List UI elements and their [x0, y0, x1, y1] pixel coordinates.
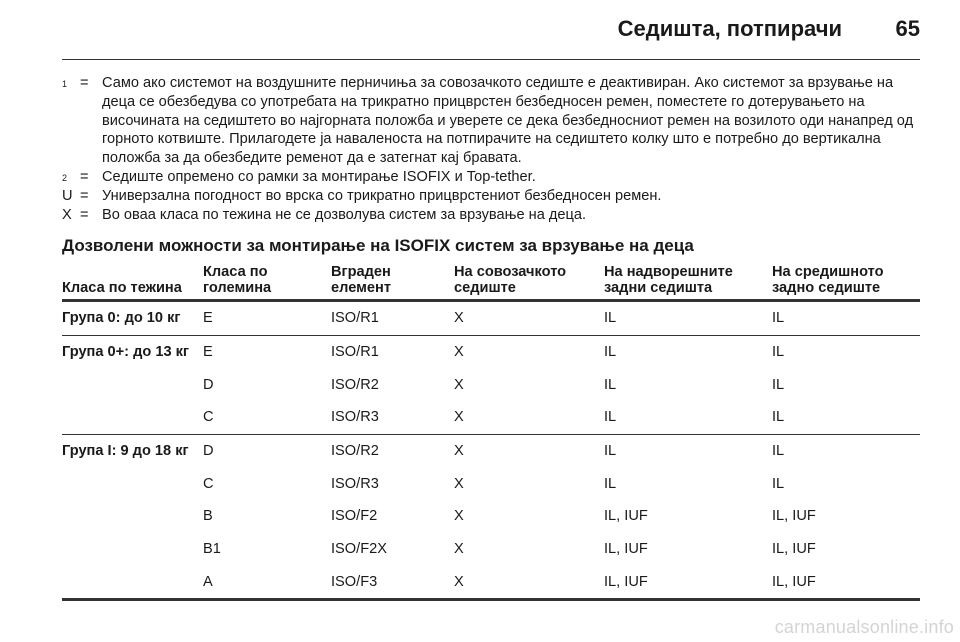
cell-front-passenger: X — [454, 475, 464, 492]
cell-fixture: ISO/F3 — [331, 566, 454, 600]
note-key: U — [62, 187, 73, 204]
cell-mass-group — [62, 566, 203, 600]
cell-fixture: ISO/R3 — [331, 475, 379, 492]
cell-size-class: D — [203, 376, 214, 393]
cell-fixture: ISO/R2 — [331, 376, 379, 393]
cell-mass-group — [62, 500, 203, 533]
cell-mass-group: Група 0+: до 13 кг — [62, 335, 203, 368]
cell-outer-rear: IL — [604, 376, 617, 393]
note-x — [62, 206, 920, 225]
table-row — [62, 467, 920, 500]
header-mass-group: Класа по тежина — [62, 264, 203, 301]
table-row — [62, 434, 920, 467]
note-text: Само ако системот на воздушните перничиња за совозачкото седиште е деактивиран. Ако системот за врзување на деца се обезбедува со употребата на трикратно прицврстен безбедносен ремен, поместете го дотерувањето на височината на седиштето во најгорната положба и уверете се дека безбедносниот ремен на возилото оди нанапред од горното котвиште. Прилагодете ја наваленоста на потпирачите на седиштето колку што е потребно до вертикална положба за да обезбедите ременот да е затегнат кај бравата. — [102, 75, 914, 167]
header-fixture: Вграден елемент — [331, 264, 454, 301]
cell-center-rear: IL — [772, 310, 785, 327]
header-front-passenger-seat: На совозачкото седиште — [454, 264, 604, 301]
note-u — [62, 187, 920, 206]
cell-size-class: C — [203, 409, 214, 426]
cell-center-rear: IL — [772, 409, 785, 426]
cell-size-class: B — [203, 508, 213, 525]
note-equals: = — [80, 187, 89, 204]
section-title: Дозволени можности за монтирање на ISOFIX систем за врзување на деца — [62, 236, 694, 255]
note-text: Во оваа класа по тежина не се дозволува систем за врзување на деца. — [102, 206, 587, 223]
cell-fixture: ISO/R3 — [331, 409, 379, 426]
footnotes — [62, 74, 920, 224]
cell-front-passenger: X — [454, 335, 604, 368]
table-row — [62, 335, 920, 368]
page-number: 65 — [895, 16, 920, 41]
cell-front-passenger: X — [454, 508, 464, 525]
cell-mass-group: Група I: 9 до 18 кг — [62, 434, 203, 467]
cell-outer-rear: IL — [604, 335, 772, 368]
header-size-class: Класа по големина — [203, 264, 331, 301]
header-center-rear-seat: На средишното задно седиште — [772, 264, 920, 301]
cell-outer-rear: IL — [604, 434, 772, 467]
cell-front-passenger: X — [454, 409, 464, 426]
cell-center-rear: IL, IUF — [772, 508, 816, 525]
cell-outer-rear: IL, IUF — [604, 541, 648, 558]
note-equals: = — [80, 168, 89, 185]
cell-outer-rear: IL — [604, 310, 617, 327]
table-row — [62, 533, 920, 566]
cell-center-rear: IL, IUF — [772, 566, 920, 600]
note-1 — [62, 74, 920, 168]
note-key — [62, 168, 80, 187]
note-key: X — [62, 206, 72, 223]
cell-size-class: C — [203, 475, 214, 492]
cell-outer-rear: IL, IUF — [604, 566, 772, 600]
cell-fixture: ISO/F2X — [331, 541, 387, 558]
cell-fixture: ISO/R1 — [331, 335, 454, 368]
cell-center-rear: IL — [772, 475, 785, 492]
header-divider — [62, 59, 920, 60]
cell-outer-rear: IL, IUF — [604, 508, 648, 525]
cell-fixture: ISO/R2 — [331, 434, 454, 467]
note-key-superscript: 2 — [62, 172, 68, 183]
table-row — [62, 368, 920, 401]
cell-center-rear: IL — [772, 335, 920, 368]
watermark: carmanualsonline.info — [774, 617, 954, 637]
cell-mass-group — [62, 368, 203, 401]
note-text: Универзална погодност во врска со трикратно прицврстениот безбедносен ремен. — [102, 187, 662, 204]
cell-center-rear: IL — [772, 376, 785, 393]
cell-front-passenger: X — [454, 310, 464, 327]
note-2 — [62, 168, 920, 187]
cell-outer-rear: IL — [604, 409, 617, 426]
table-row — [62, 301, 920, 336]
table-row — [62, 566, 920, 600]
note-text: Седиште опремено со рамки за монтирање ISOFIX и Top-tether. — [102, 168, 536, 185]
table-header-row — [62, 264, 920, 301]
cell-center-rear: IL, IUF — [772, 541, 816, 558]
isofix-compatibility-table — [62, 264, 920, 601]
note-equals: = — [80, 75, 89, 91]
cell-mass-group — [62, 401, 203, 434]
cell-fixture: ISO/F2 — [331, 508, 378, 525]
cell-mass-group: Група 0: до 10 кг — [62, 310, 181, 327]
cell-front-passenger: X — [454, 541, 464, 558]
cell-size-class: A — [203, 566, 331, 600]
cell-mass-group — [62, 533, 203, 566]
cell-outer-rear: IL — [604, 475, 617, 492]
page-header — [62, 14, 920, 54]
cell-size-class: B1 — [203, 541, 221, 558]
cell-front-passenger: X — [454, 566, 604, 600]
cell-center-rear: IL — [772, 434, 920, 467]
cell-fixture: ISO/R1 — [331, 310, 379, 327]
cell-size-class: D — [203, 434, 331, 467]
page-title: Седишта, потпирачи — [617, 16, 842, 41]
table-row — [62, 401, 920, 434]
note-equals: = — [80, 206, 89, 223]
note-key — [62, 74, 80, 168]
cell-size-class: E — [203, 310, 213, 327]
cell-size-class: E — [203, 335, 331, 368]
cell-front-passenger: X — [454, 376, 464, 393]
header-outer-rear-seats: На надворешните задни седишта — [604, 264, 772, 301]
cell-front-passenger: X — [454, 434, 604, 467]
table-row — [62, 500, 920, 533]
note-key-superscript: 1 — [62, 79, 68, 89]
cell-mass-group — [62, 467, 203, 500]
